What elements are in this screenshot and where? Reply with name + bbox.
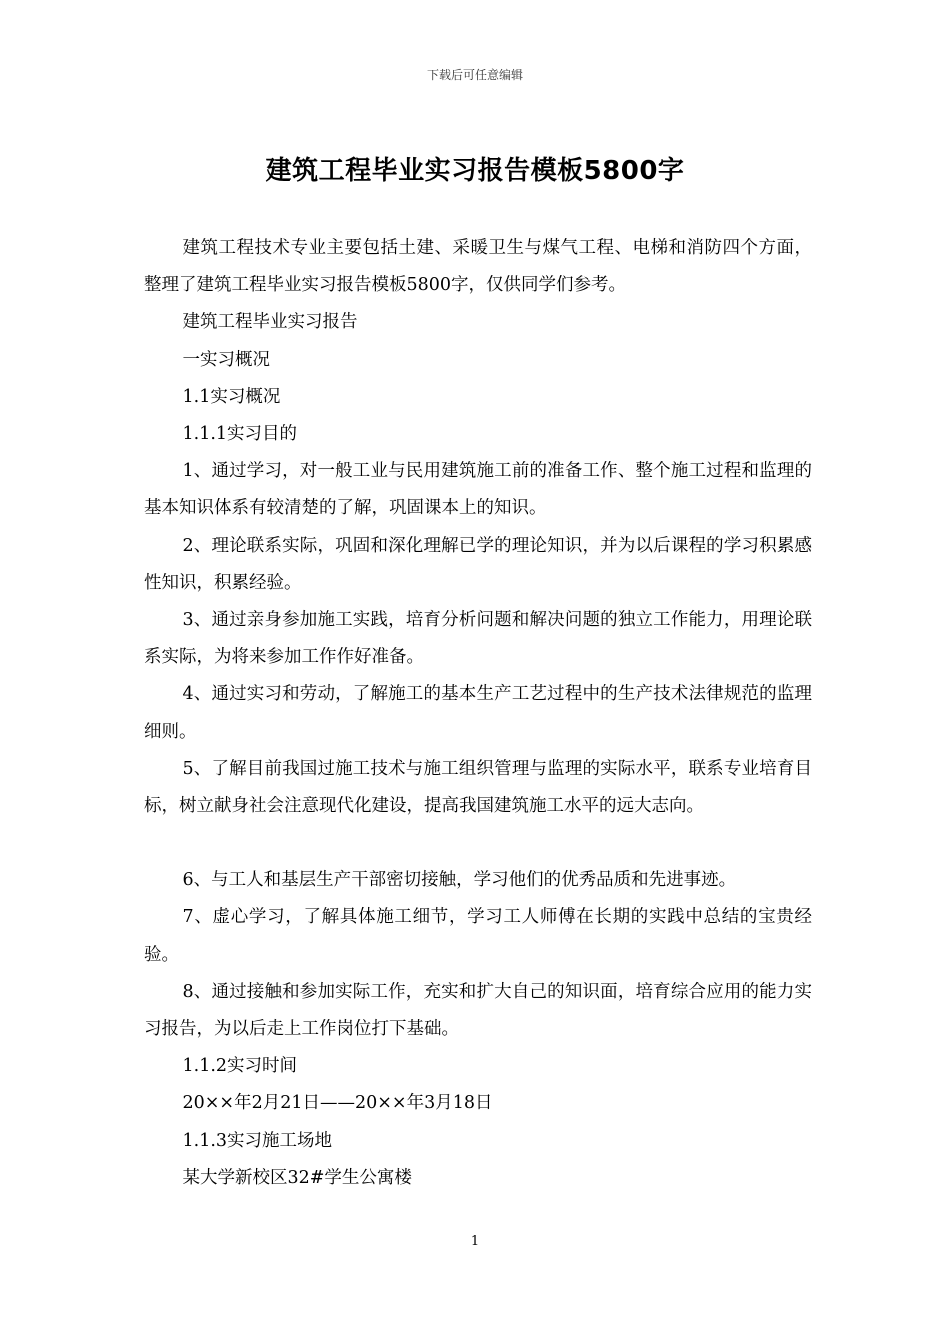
page-header: 下载后可任意编辑 xyxy=(426,68,523,82)
date-range: 20××年2月21日——20××年3月18日 xyxy=(182,1093,493,1114)
subsubsection-heading: 1.1.3实习施工场地 xyxy=(182,1130,333,1151)
page-number: 1 xyxy=(470,1234,480,1249)
document-body xyxy=(144,230,812,1197)
subsection-heading: 1.1实习概况 xyxy=(182,386,281,407)
list-item: 6、与工人和基层生产干部密切接触，学习他们的优秀品质和先进事迹。 xyxy=(182,870,737,891)
list-item: 5、了解目前我国过施工技术与施工组织管理与监理的实际水平，联系专业培育目标，树立献身社会注意现代化建设，提高我国建筑施工水平的远大志向。 xyxy=(144,758,812,817)
report-heading: 建筑工程毕业实习报告 xyxy=(182,312,358,333)
list-item: 8、通过接触和参加实际工作，充实和扩大自己的知识面，培育综合应用的能力实习报告，为以后走上工作岗位打下基础。 xyxy=(144,981,812,1040)
list-item: 4、通过实习和劳动，了解施工的基本生产工艺过程中的生产技术法律规范的监理细则。 xyxy=(144,684,812,742)
section-heading: 一实习概况 xyxy=(182,349,270,370)
subsubsection-heading: 1.1.2实习时间 xyxy=(182,1056,298,1077)
intro-paragraph: 建筑工程技术专业主要包括土建、采暖卫生与煤气工程、电梯和消防四个方面，整理了建筑工程毕业实习报告模板5800字，仅供同学们参考。 xyxy=(144,238,812,296)
document-title: 建筑工程毕业实习报告模板5800字 xyxy=(265,156,685,186)
list-item: 3、通过亲身参加施工实践，培育分析问题和解决问题的独立工作能力，用理论联系实际，为将来参加工作作好准备。 xyxy=(144,610,812,668)
list-item: 1、通过学习，对一般工业与民用建筑施工前的准备工作、整个施工过程和监理的基本知识体系有较清楚的了解，巩固课本上的知识。 xyxy=(144,461,812,519)
list-item: 7、虚心学习，了解具体施工细节，学习工人师傅在长期的实践中总结的宝贵经验。 xyxy=(144,907,812,965)
site-location: 某大学新校区32#学生公寓楼 xyxy=(182,1167,412,1188)
list-item: 2、理论联系实际，巩固和深化理解已学的理论知识，并为以后课程的学习积累感性知识，积累经验。 xyxy=(144,535,812,593)
subsubsection-heading: 1.1.1实习目的 xyxy=(182,424,298,445)
